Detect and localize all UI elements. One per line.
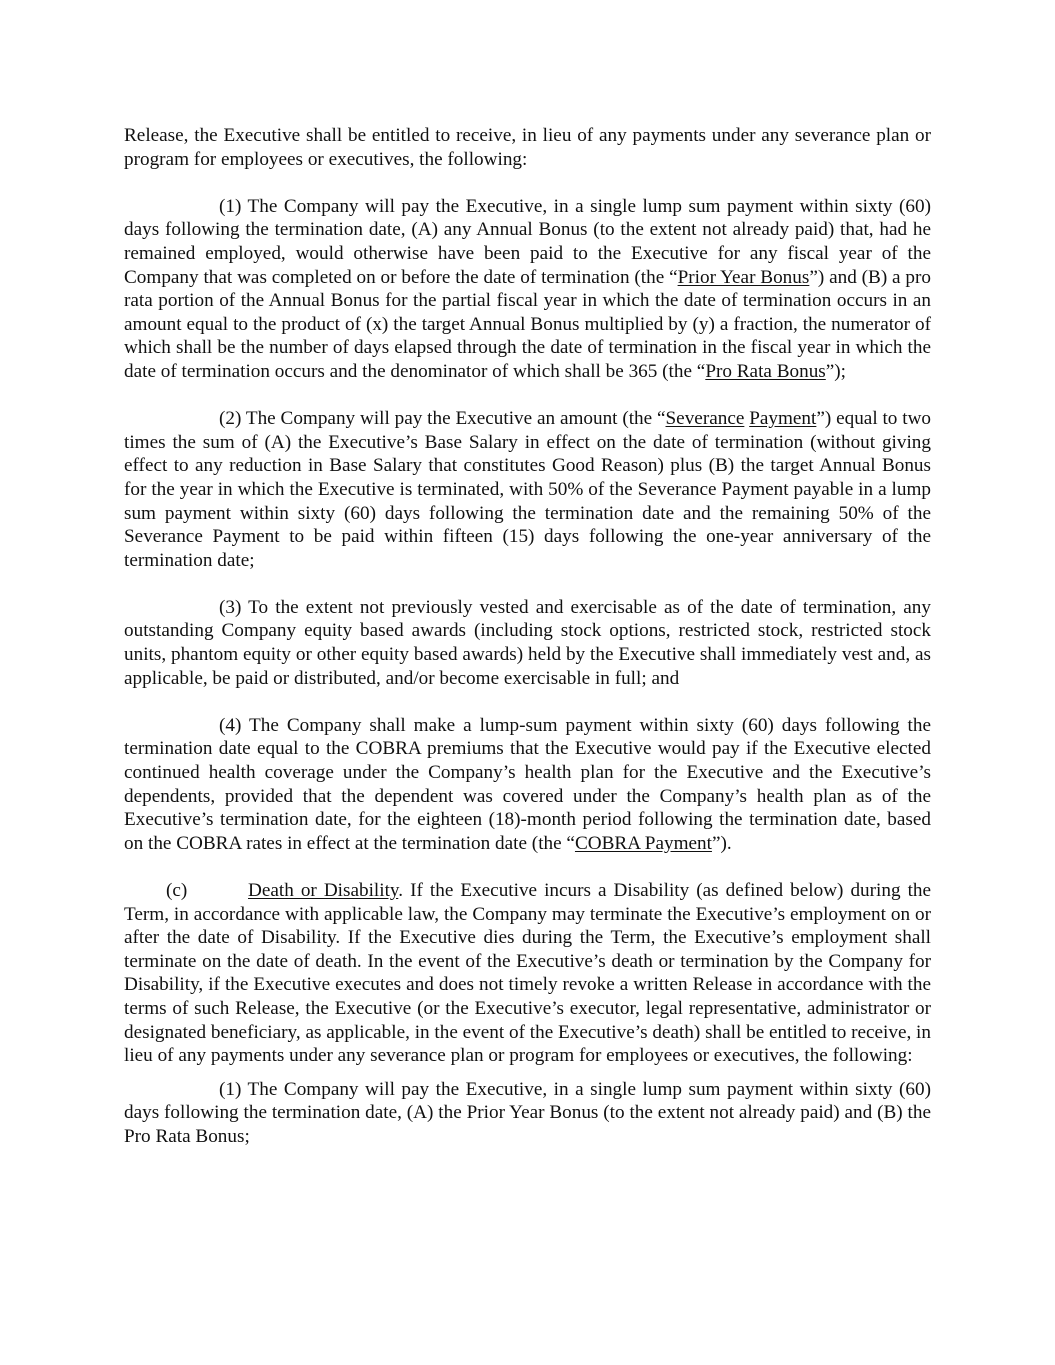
clause-text: ”). — [711, 832, 732, 854]
clause-c-1-bonus-payment: (1) The Company will pay the Executive, in a single lump sum payment within sixty (60) days following the termination date, (A) the Prior Year Bonus (to the extent not already paid) and (B) the Pro Rata Bonus; — [124, 1078, 931, 1147]
section-c-death-or-disability — [124, 879, 931, 1068]
defined-term-payment: Payment — [749, 408, 817, 430]
section-label: (c) — [166, 880, 188, 901]
clause-text: (4) The Company shall make a lump-sum payment within sixty (60) days following the termination date equal to the COBRA premiums that the Executive would pay if the Executive elected continued health coverage under the Company’s health plan for the Executive and the Executive’s dependents, provided that the dependent was covered under the Company’s health plan as of the Executive’s termination date, for the eighteen (18)-month period following the termination date, based on the COBRA rates in effect at the termination date (the “ — [124, 714, 931, 854]
clause-text: (2) The Company will pay the Executive an amount (the “ — [219, 408, 666, 430]
clause-text: (1) The Company will pay the Executive, in a single lump sum payment within sixty (60) days following the termination date, (A) any Annual Bonus (to the extent not already paid) that, had he remained employed, would otherwise have been paid to the Executive for any fiscal year of the Company that was completed on or before the date of termination (the “ — [124, 195, 931, 288]
clause-b-3-equity-vesting: (3) To the extent not previously vested and exercisable as of the date of termination, any outstanding Company equity based awards (including stock options, restricted stock, restricted stock units, phantom equity or other equity based awards) held by the Executive shall immediately vest and, as applicable, be paid or distributed, and/or become exercisable in full; and — [124, 596, 931, 689]
clause-b-4-cobra-payment — [124, 714, 931, 856]
clause-b-2-severance-payment — [124, 407, 931, 572]
clause-text: ”) equal to two times the sum of (A) the Executive’s Base Salary in effect on the date of termination (without giving effect to any reduction in Base Salary that constitutes Good Reason) plus (B) the target Annual Bonus for the year in which the Executive is terminated, with 50% of the Severance Payment payable in a lump sum payment within sixty (60) days following the termination date and the remaining 50% of the Severance Payment to be paid within fifteen (15) days following the one-year anniversary of the termination date; — [124, 408, 932, 571]
clause-text: ”); — [825, 360, 847, 382]
defined-term-severance: Severance — [665, 408, 745, 430]
clause-text: ”) and (B) a pro rata portion of the Annual Bonus for the partial fiscal year in which the date of termination occurs in an amount equal to the product of (x) the target Annual Bonus multiplied by (y) a fraction, the numerator of which shall be the number of days elapsed through the date of termination in the fiscal year in which the date of termination occurs and the denominator of which shall be 365 (the “ — [124, 266, 931, 382]
defined-term-pro-rata-bonus: Pro Rata Bonus — [705, 360, 826, 382]
defined-term-cobra-payment: COBRA Payment — [574, 832, 712, 854]
section-heading: Death or Disability — [248, 880, 399, 901]
defined-term-prior-year-bonus: Prior Year Bonus — [677, 266, 810, 288]
clause-b-1-prior-year-and-pro-rata-bonus — [124, 195, 931, 384]
intro-paragraph: Release, the Executive shall be entitled to receive, in lieu of any payments under any severance plan or program for employees or executives, the following: — [124, 125, 931, 170]
document-page — [124, 124, 931, 1149]
section-text: . If the Executive incurs a Disability (as defined below) during the Term, in accordance with applicable law, the Company may terminate the Executive’s employment on or after the date of Disability. If the Executive dies during the Term, the Executive’s employment shall terminate on the date of death. In the event of the Executive’s death or termination by the Company for Disability, if the Executive executes and does not timely revoke a written Release in accordance with the terms of such Release, the Executive (or the Executive’s executor, legal representative, administrator or designated beneficiary, as applicable, in the event of the Executive’s death) shall be entitled to receive, in lieu of any payments under any severance plan or program for employees or executives, the following: — [124, 880, 932, 1067]
